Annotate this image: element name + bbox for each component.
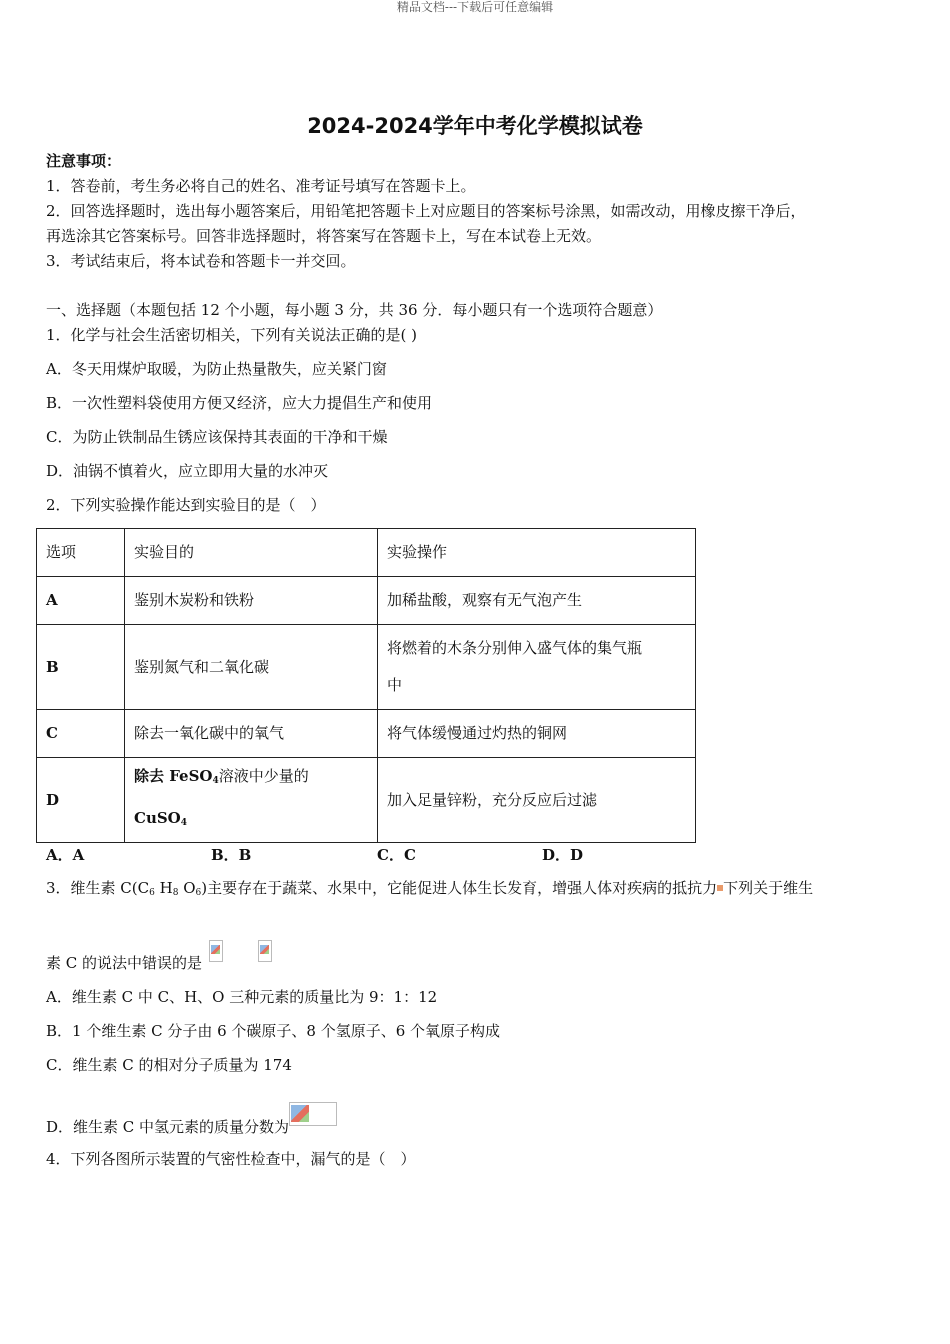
q3-stem: 3．维生素 $C(C_6$ $H_8$ $O_6$)主要存在于蔬菜、水果中，它能促进人体生长发育，增强人体对疾病的抵抗力 下列关于维生 [46,879,814,898]
q1-option-c: C．为防止铁制品生锈应该保持其表面的干净和干燥 [46,428,388,446]
broken-image-icon [289,1102,337,1126]
section-heading: 一、选择题（本题包括 12 个小题，每小题 3 分，共 36 分．每小题只有一个选项符合题意） [46,301,663,319]
q2-table [36,528,696,843]
q3-option-b: B．1 个维生素 C 分子由 6 个碳原子、8 个氢原子、6 个氧原子构成 [46,1022,501,1040]
q2-choice-b: B．B [211,846,252,864]
q1-option-a: A．冬天用煤炉取暖，为防止热量散失，应关紧门窗 [46,360,387,378]
q2-choice-a: A．A [46,846,85,864]
goal-line-2: CuSO$_4$ [134,809,188,828]
table-cell-option: C [37,710,125,758]
q1-option-d: D．油锅不慎着火，应立即用大量的水冲灭 [46,462,329,480]
q2-choice-d: D．D [542,846,584,864]
q2-choice-c: C．C [377,846,416,864]
notice-item-2: 2．回答选择题时，选出每小题答案后，用铅笔把答题卡上对应题目的答案标号涂黑，如需改动，用橡皮擦干净后， [46,202,806,220]
table-header-cell: 选项 [37,529,125,577]
table-cell-option: D [37,758,125,843]
operation-line-2: 中 [387,676,403,694]
table-row [37,577,696,625]
table-cell-operation: 加稀盐酸，观察有无气泡产生 [378,577,696,625]
page-title: 2024-2024学年中考化学模拟试卷 [307,114,643,138]
q1-option-b: B．一次性塑料袋使用方便又经济，应大力提倡生产和使用 [46,394,433,412]
q4-stem: 4．下列各图所示装置的气密性检查中，漏气的是（ ） [46,1150,416,1168]
broken-image-icon [258,940,272,962]
broken-image-icon [209,940,223,962]
table-row [37,710,696,758]
operation-line-1: 将燃着的木条分别伸入盛气体的集气瓶 [387,639,643,657]
notice-item-2-cont: 再选涂其它答案标号。回答非选择题时，将答案写在答题卡上，写在本试卷上无效。 [46,227,602,245]
table-header-cell: 实验目的 [125,529,378,577]
table-cell-operation: 将气体缓慢通过灼热的铜网 [378,710,696,758]
q3-stem-line2: 素 C 的说法中错误的是 [46,940,272,972]
q1-stem: 1．化学与社会生活密切相关，下列有关说法正确的是( ) [46,326,418,344]
q2-stem: 2．下列实验操作能达到实验目的是（ ） [46,496,326,514]
table-cell-operation [378,625,696,710]
table-cell-operation: 加入足量锌粉，充分反应后过滤 [378,758,696,843]
table-cell-goal: 鉴别木炭粉和铁粉 [125,577,378,625]
table-cell-goal: 除去一氧化碳中的氧气 [125,710,378,758]
q3-option-d: D．维生素 C 中氢元素的质量分数为 [46,1102,337,1136]
q3-option-a: A．维生素 C 中 C、H、O 三种元素的质量比为 9：1：12 [46,988,438,1006]
table-cell-option: B [37,625,125,710]
goal-line-1: 除去 FeSO$_4$溶液中少量的 [134,767,309,786]
notice-heading: 注意事项： [46,152,122,170]
notice-item-3: 3．考试结束后，将本试卷和答题卡一并交回。 [46,252,356,270]
table-cell-goal [125,758,378,843]
table-header-cell: 实验操作 [378,529,696,577]
q3-option-c: C．维生素 C 的相对分子质量为 174 [46,1056,292,1074]
table-cell-goal: 鉴别氮气和二氧化碳 [125,625,378,710]
notice-item-1: 1．答卷前，考生务必将自己的姓名、准考证号填写在答题卡上。 [46,177,476,195]
table-row [37,625,696,710]
header-note: 精品文档---下载后可任意编辑 [396,0,554,14]
table-cell-option: A [37,577,125,625]
table-header-row [37,529,696,577]
table-row [37,758,696,843]
